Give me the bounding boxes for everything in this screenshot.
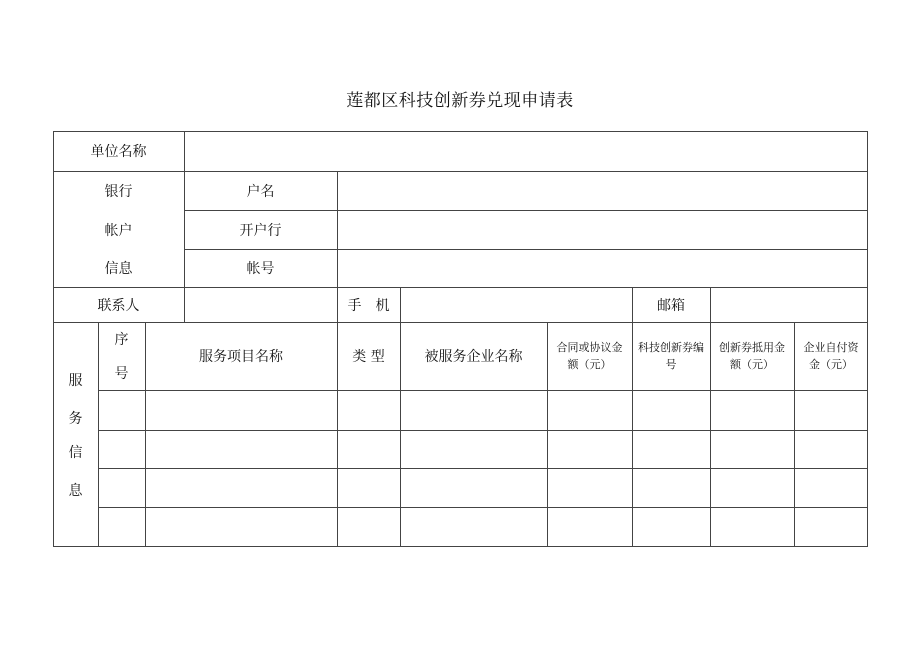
- service-cell[interactable]: [632, 390, 710, 430]
- form-title: 莲都区科技创新券兑现申请表: [346, 91, 574, 111]
- service-cell[interactable]: [794, 430, 868, 468]
- header-seq-line1: 序: [114, 332, 129, 348]
- phone-field[interactable]: [400, 287, 632, 322]
- service-cell[interactable]: [400, 507, 547, 547]
- bank-group-line1: 银行: [104, 183, 133, 200]
- service-group-char: 服: [68, 372, 83, 389]
- bank-branch-label: 开户行: [239, 222, 282, 239]
- service-info-group-label: [53, 322, 98, 547]
- service-cell[interactable]: [98, 430, 145, 468]
- header-self-fund-line1: 企业自付资: [803, 341, 859, 354]
- service-cell[interactable]: [547, 390, 632, 430]
- service-group-char: 信: [68, 444, 83, 461]
- header-voucher-amount-line2: 额（元）: [730, 358, 774, 371]
- service-cell[interactable]: [632, 468, 710, 507]
- application-form-table: [53, 131, 868, 547]
- service-cell[interactable]: [547, 430, 632, 468]
- service-cell[interactable]: [547, 507, 632, 547]
- header-type: 类 型: [352, 349, 385, 365]
- service-cell[interactable]: [710, 430, 794, 468]
- service-cell[interactable]: [337, 468, 400, 507]
- service-cell[interactable]: [794, 507, 868, 547]
- header-voucher-number-line1: 科技创新券编: [638, 341, 704, 354]
- email-field[interactable]: [710, 287, 868, 322]
- header-project-name: 服务项目名称: [199, 349, 283, 365]
- service-cell[interactable]: [632, 430, 710, 468]
- service-cell[interactable]: [145, 507, 337, 547]
- service-cell[interactable]: [337, 507, 400, 547]
- service-cell[interactable]: [710, 468, 794, 507]
- header-self-fund: [794, 322, 868, 390]
- service-cell[interactable]: [400, 390, 547, 430]
- service-cell[interactable]: [632, 507, 710, 547]
- header-contract-amount-line1: 合同或协议金: [556, 341, 623, 354]
- account-number-label: 帐号: [246, 261, 275, 277]
- service-cell[interactable]: [98, 507, 145, 547]
- service-cell[interactable]: [710, 390, 794, 430]
- account-name-label: 户名: [246, 183, 275, 200]
- service-cell[interactable]: [710, 507, 794, 547]
- unit-name-label: 单位名称: [90, 144, 147, 160]
- account-number-field[interactable]: [337, 249, 868, 287]
- phone-label: 手 机: [347, 297, 390, 314]
- service-cell[interactable]: [337, 430, 400, 468]
- bank-group-line2: 帐户: [104, 222, 133, 239]
- header-voucher-amount: [710, 322, 794, 390]
- service-cell[interactable]: [794, 390, 868, 430]
- bank-branch-field[interactable]: [337, 210, 868, 249]
- header-enterprise-name: 被服务企业名称: [424, 349, 523, 365]
- service-cell[interactable]: [145, 430, 337, 468]
- service-cell[interactable]: [98, 390, 145, 430]
- service-group-char: 息: [68, 482, 83, 499]
- header-seq-line2: 号: [114, 366, 129, 382]
- header-voucher-amount-line1: 创新券抵用金: [719, 341, 785, 354]
- service-cell[interactable]: [547, 468, 632, 507]
- service-cell[interactable]: [98, 468, 145, 507]
- service-cell[interactable]: [337, 390, 400, 430]
- account-name-field[interactable]: [337, 171, 868, 210]
- service-cell[interactable]: [145, 468, 337, 507]
- header-self-fund-line2: 金（元）: [809, 358, 853, 371]
- email-label: 邮箱: [657, 297, 685, 314]
- header-voucher-number-line2: 号: [665, 358, 677, 371]
- contact-person-label: 联系人: [97, 297, 140, 314]
- header-seq: [98, 322, 145, 390]
- unit-name-field[interactable]: [184, 131, 868, 171]
- contact-person-field[interactable]: [184, 287, 337, 322]
- header-contract-amount: [547, 322, 632, 390]
- header-voucher-number: [632, 322, 710, 390]
- bank-group-line3: 信息: [104, 261, 133, 277]
- service-cell[interactable]: [794, 468, 868, 507]
- service-cell[interactable]: [145, 390, 337, 430]
- service-cell[interactable]: [400, 468, 547, 507]
- service-group-char: 务: [68, 410, 83, 427]
- service-cell[interactable]: [400, 430, 547, 468]
- header-contract-amount-line2: 额（元）: [567, 358, 612, 371]
